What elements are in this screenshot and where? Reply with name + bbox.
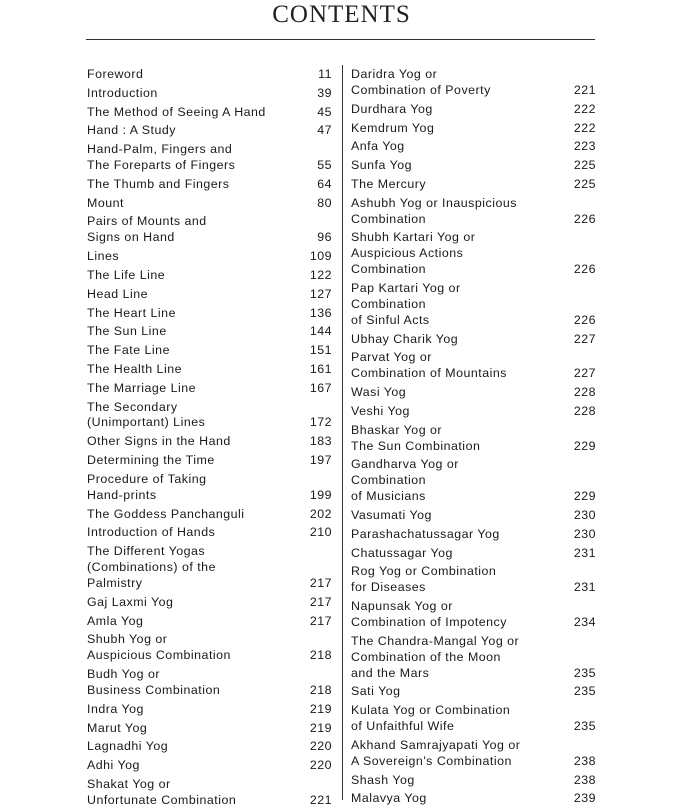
toc-entry-page: 96 — [317, 230, 332, 245]
toc-entry — [351, 385, 596, 401]
toc-entry-title: The Marriage Line — [87, 380, 197, 395]
toc-entry — [351, 703, 596, 735]
toc-entry-title: Chatussagar Yog — [351, 545, 453, 560]
toc-entry-page: 229 — [573, 438, 596, 453]
toc-entry-page: 218 — [309, 682, 332, 697]
toc-entry-page: 151 — [309, 343, 332, 358]
toc-entry — [351, 508, 596, 524]
toc-entry — [87, 287, 332, 303]
toc-entry-title: Amla Yog — [87, 613, 144, 628]
toc-entry-title: Rog Yog or Combination for Diseases — [351, 564, 497, 595]
toc-entry-title: Gaj Laxmi Yog — [87, 594, 174, 609]
toc-entry-title: Lines — [87, 249, 120, 264]
toc-entry-page: 218 — [309, 648, 332, 663]
toc-entry-page: 226 — [573, 262, 596, 277]
toc-entry-title: Malavya Yog — [351, 791, 427, 806]
toc-entry-page: 235 — [573, 719, 596, 734]
toc-entry — [87, 739, 332, 755]
toc-entry-page: 231 — [573, 545, 596, 560]
toc-entry-title: Foreword — [87, 67, 144, 81]
toc-entry-title: Introduction — [87, 85, 158, 100]
toc-entry-title: Napunsak Yog or Combination of Impotency — [351, 599, 507, 630]
toc-entry-title: Budh Yog or Business Combination — [87, 667, 221, 697]
toc-entry-page: 227 — [573, 331, 596, 346]
toc-entry — [87, 400, 332, 432]
toc-entry-page: 172 — [309, 415, 332, 430]
toc-entry — [351, 139, 596, 155]
toc-entry — [87, 472, 332, 504]
toc-entry-page: 217 — [309, 613, 332, 628]
toc-entry — [87, 196, 332, 212]
toc-entry-title: Sati Yog — [351, 684, 401, 699]
toc-entry — [351, 684, 596, 700]
toc-entry — [351, 634, 596, 682]
toc-entry-title: Indra Yog — [87, 701, 144, 716]
toc-entry-page: 144 — [309, 324, 332, 339]
toc-entry-title: Wasi Yog — [351, 385, 407, 400]
toc-entry — [351, 546, 596, 562]
toc-entry-title: The Different Yogas (Combinations) of the Palmistry — [87, 544, 216, 590]
toc-entry — [87, 614, 332, 630]
toc-entry — [351, 177, 596, 193]
toc-entry-title: Veshi Yog — [351, 403, 410, 418]
toc-entry — [87, 324, 332, 340]
toc-entry — [87, 343, 332, 359]
toc-entry-page: 227 — [573, 366, 596, 381]
toc-entry-title: The Heart Line — [87, 305, 176, 320]
toc-entry — [87, 177, 332, 193]
toc-entry — [87, 702, 332, 718]
toc-entry-title: Shubh Kartari Yog or Auspicious Actions Combination — [351, 230, 476, 277]
toc-entry-title: The Health Line — [87, 361, 182, 376]
toc-entry-page: 197 — [309, 453, 332, 468]
toc-entry — [87, 123, 332, 139]
toc-entry-page: 222 — [573, 101, 596, 116]
toc-entry-page: 235 — [573, 684, 596, 699]
toc-entry-title: Sunfa Yog — [351, 158, 413, 173]
toc-entry-title: Pap Kartari Yog or Combination of Sinful Acts — [351, 281, 461, 327]
toc-entry-title: The Fate Line — [87, 343, 170, 358]
toc-entry — [351, 196, 596, 228]
toc-entry — [351, 67, 596, 99]
toc-entry — [87, 434, 332, 450]
toc-entry-page: 228 — [573, 403, 596, 418]
toc-entry-title: Pairs of Mounts and Signs on Hand — [87, 214, 207, 245]
toc-entry-page: 217 — [309, 594, 332, 609]
toc-entry-page: 226 — [573, 312, 596, 327]
toc-entry-title: Kemdrum Yog — [351, 120, 435, 135]
toc-entry-title: The Life Line — [87, 267, 166, 282]
toc-entry-page: 238 — [573, 772, 596, 787]
toc-entry — [87, 544, 332, 592]
toc-entry-page: 219 — [309, 720, 332, 735]
toc-entry — [351, 121, 596, 137]
toc-entry-title: Shakat Yog or Unfortunate Combination — [87, 776, 237, 807]
toc-entry-title: Procedure of Taking Hand-prints — [87, 471, 207, 502]
toc-entry-title: The Sun Line — [87, 324, 167, 339]
toc-entry-page: 239 — [573, 791, 596, 806]
toc-entry — [87, 268, 332, 284]
toc-entry-title: The Method of Seeing A Hand — [87, 104, 266, 119]
toc-entry-page: 220 — [309, 739, 332, 754]
toc-entry — [87, 105, 332, 121]
toc-entry-title: Anfa Yog — [351, 139, 405, 154]
toc-entry — [351, 350, 596, 382]
toc-entry — [87, 306, 332, 322]
toc-entry — [87, 507, 332, 523]
toc-entry — [351, 564, 596, 596]
toc-entry-page: 234 — [573, 615, 596, 630]
title-divider — [86, 39, 595, 40]
toc-entry-title: Mount — [87, 195, 124, 210]
toc-entry-title: Shash Yog — [351, 772, 415, 787]
toc-entry — [87, 721, 332, 737]
toc-entry — [87, 214, 332, 246]
toc-entry — [87, 453, 332, 469]
toc-entry-page: 47 — [317, 123, 332, 138]
toc-entry-title: Ubhay Charik Yog — [351, 331, 459, 346]
toc-entry-page: 136 — [309, 305, 332, 320]
toc-entry-title: Adhi Yog — [87, 758, 140, 773]
toc-entry-page: 45 — [317, 104, 332, 119]
toc-entry — [351, 773, 596, 789]
toc-entry — [351, 527, 596, 543]
contents-right-column — [351, 67, 596, 810]
toc-entry-page: 221 — [573, 82, 596, 97]
toc-entry-page: 109 — [309, 249, 332, 264]
toc-entry-page: 226 — [573, 211, 596, 226]
toc-entry — [351, 102, 596, 118]
toc-entry-page: 230 — [573, 508, 596, 523]
toc-entry-title: Shubh Yog or Auspicious Combination — [87, 632, 231, 663]
toc-entry-page: 127 — [309, 286, 332, 301]
toc-entry-title: Parashachatussagar Yog — [351, 526, 500, 541]
toc-entry-title: Gandharva Yog or Combination of Musicians — [351, 457, 459, 504]
toc-entry — [87, 67, 332, 83]
toc-entry-page: 217 — [309, 575, 332, 590]
toc-entry — [87, 667, 332, 699]
toc-entry-page: 219 — [309, 701, 332, 716]
toc-entry-title: Other Signs in the Hand — [87, 434, 231, 449]
toc-entry-page: 11 — [318, 67, 332, 81]
toc-entry-title: Introduction of Hands — [87, 525, 216, 540]
contents-left-column — [87, 67, 332, 812]
toc-entry-title: Daridra Yog or Combination of Poverty — [351, 67, 491, 97]
toc-entry-page: 230 — [573, 526, 596, 541]
toc-entry — [351, 332, 596, 348]
toc-entry-title: Hand : A Study — [87, 123, 176, 138]
toc-entry — [87, 249, 332, 265]
toc-entry — [351, 599, 596, 631]
toc-entry-title: Lagnadhi Yog — [87, 739, 169, 754]
toc-entry — [87, 142, 332, 174]
toc-entry-title: Kulata Yog or Combination of Unfaithful Wife — [351, 703, 511, 734]
toc-entry-page: 167 — [309, 380, 332, 395]
toc-entry-page: 199 — [309, 487, 332, 502]
toc-entry-title: The Thumb and Fingers — [87, 176, 230, 191]
toc-entry — [87, 758, 332, 774]
toc-entry-page: 225 — [573, 176, 596, 191]
toc-entry — [87, 381, 332, 397]
toc-entry-page: 122 — [309, 267, 332, 282]
toc-entry-page: 229 — [573, 489, 596, 504]
toc-entry-title: The Mercury — [351, 176, 427, 191]
toc-entry-page: 80 — [317, 195, 332, 210]
toc-entry — [87, 777, 332, 809]
toc-entry — [351, 791, 596, 807]
toc-entry-page: 235 — [573, 665, 596, 680]
toc-entry — [351, 457, 596, 505]
toc-entry-page: 223 — [573, 139, 596, 154]
toc-entry — [351, 281, 596, 329]
toc-entry — [351, 230, 596, 278]
toc-entry-page: 221 — [309, 792, 332, 807]
toc-entry — [87, 595, 332, 611]
toc-entry-page: 202 — [309, 506, 332, 521]
toc-entry — [87, 362, 332, 378]
toc-entry — [351, 404, 596, 420]
toc-entry-title: Determining the Time — [87, 453, 215, 468]
toc-entry-title: Hand-Palm, Fingers and The Foreparts of Fingers — [87, 142, 236, 173]
toc-entry-title: Vasumati Yog — [351, 508, 432, 523]
toc-entry-title: Durdhara Yog — [351, 101, 433, 116]
toc-entry — [351, 158, 596, 174]
toc-entry-page: 39 — [317, 85, 332, 100]
toc-entry-page: 231 — [573, 580, 596, 595]
toc-entry — [351, 423, 596, 455]
toc-entry-title: Parvat Yog or Combination of Mountains — [351, 350, 507, 381]
toc-entry-page: 220 — [309, 758, 332, 773]
toc-entry-page: 228 — [573, 385, 596, 400]
toc-entry-title: Ashubh Yog or Inauspicious Combination — [351, 195, 517, 226]
page-title: CONTENTS — [272, 1, 411, 28]
column-divider — [342, 65, 343, 800]
toc-entry — [87, 632, 332, 664]
toc-entry-page: 161 — [309, 361, 332, 376]
toc-entry-page: 183 — [309, 434, 332, 449]
toc-entry — [87, 525, 332, 541]
toc-entry-title: Marut Yog — [87, 720, 148, 735]
toc-entry-page: 238 — [573, 753, 596, 768]
toc-entry-title: The Chandra-Mangal Yog or Combination of the Moon and the Mars — [351, 633, 520, 680]
toc-entry — [351, 738, 596, 770]
toc-entry-page: 55 — [317, 158, 332, 173]
toc-entry-page: 64 — [317, 176, 332, 191]
toc-entry-title: Head Line — [87, 286, 148, 301]
toc-entry-title: Akhand Samrajyapati Yog or A Sovereign's Combination — [351, 737, 521, 768]
toc-entry-title: Bhaskar Yog or The Sun Combination — [351, 422, 481, 453]
toc-entry-title: The Goddess Panchanguli — [87, 506, 245, 521]
toc-entry — [87, 86, 332, 102]
toc-entry-page: 210 — [309, 525, 332, 540]
toc-entry-page: 222 — [573, 120, 596, 135]
toc-entry-title: The Secondary (Unimportant) Lines — [87, 399, 206, 430]
toc-entry-page: 225 — [573, 158, 596, 173]
